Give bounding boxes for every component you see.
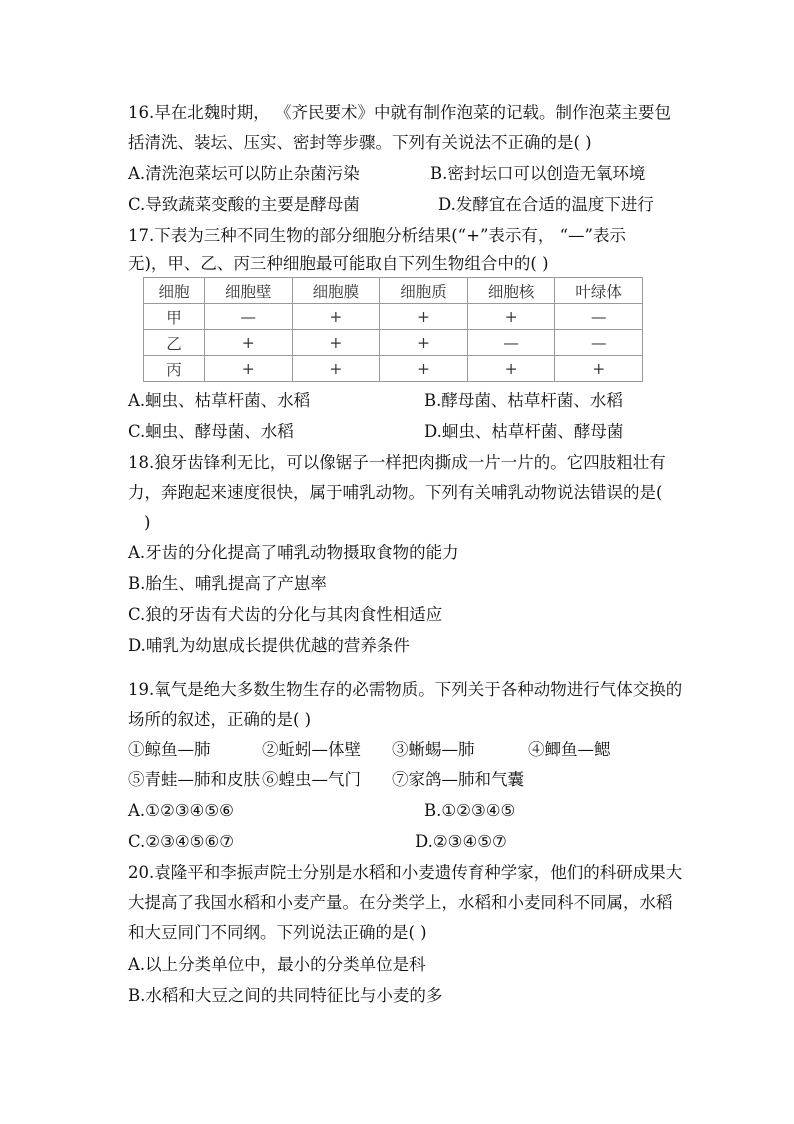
q17-option-a: A.蛔虫、枯草杆菌、水稻 [128, 391, 311, 410]
q19-item-2: ②蚯蚓—体壁 [262, 740, 361, 759]
table-header-cell: 细胞质 [380, 278, 468, 304]
table-header-cell: 细胞壁 [205, 278, 293, 304]
table-header-cell: 细胞 [144, 278, 205, 304]
table-cell: — [205, 304, 293, 330]
q17-option-b: B.酵母菌、枯草杆菌、水稻 [424, 391, 623, 410]
q16-option-b: B.密封坛口可以创造无氧环境 [430, 164, 646, 183]
table-cell: — [467, 330, 555, 356]
table-cell: — [555, 330, 643, 356]
q18-stem-line-2: 力，奔跑起来速度很快，属于哺乳动物。下列有关哺乳动物说法错误的是( [128, 483, 663, 502]
table-cell: + [380, 330, 468, 356]
table-row [144, 304, 643, 330]
q18-stem-line-3: ) [144, 513, 151, 532]
q20-stem-line-1: 20.袁隆平和李振声院士分别是水稻和小麦遗传育种学家，他们的科研成果大 [128, 863, 683, 882]
table-cell: + [205, 356, 293, 382]
q16-option-c: C.导致蔬菜变酸的主要是酵母菌 [128, 195, 360, 214]
q18-option-c: C.狼的牙齿有犬齿的分化与其肉食性相适应 [128, 605, 443, 624]
q20-stem-line-3: 和大豆同门不同纲。下列说法正确的是( ) [128, 923, 427, 942]
q16-stem-line-1: 16.早在北魏时期， 《齐民要术》中就有制作泡菜的记载。制作泡菜主要包 [128, 103, 671, 122]
table-cell: 甲 [144, 304, 205, 330]
q17-stem-line-2: 无)，甲、乙、丙三种细胞最可能取自下列生物组合中的( ) [128, 254, 549, 273]
q19-option-d: D.②③④⑤⑦ [415, 832, 507, 851]
q16-option-d: D.发酵宜在合适的温度下进行 [438, 195, 654, 214]
q17-option-d: D.蛔虫、枯草杆菌、酵母菌 [424, 422, 624, 441]
q20-option-b: B.水稻和大豆之间的共同特征比与小麦的多 [128, 986, 443, 1005]
q18-stem-line-1: 18.狼牙齿锋利无比，可以像锯子一样把肉撕成一片一片的。它四肢粗壮有 [128, 453, 666, 472]
q19-item-4: ④鲫鱼—鳃 [528, 740, 611, 759]
q17-stem-line-1: 17.下表为三种不同生物的部分细胞分析结果(“+”表示有， “—”表示 [128, 226, 626, 245]
q20-option-a: A.以上分类单位中，最小的分类单位是科 [128, 955, 426, 974]
table-cell: 丙 [144, 356, 205, 382]
table-cell: — [555, 304, 643, 330]
table-cell: + [292, 330, 380, 356]
q19-item-5: ⑤青蛙—肺和皮肤 [128, 770, 260, 789]
q16-stem-line-2: 括清洗、装坛、压实、密封等步骤。下列有关说法不正确的是( ) [128, 133, 592, 152]
q16-option-a: A.清洗泡菜坛可以防止杂菌污染 [128, 164, 360, 183]
table-cell: + [292, 356, 380, 382]
table-header-row [144, 278, 643, 304]
q19-option-c: C.②③④⑤⑥⑦ [128, 832, 235, 851]
table-row [144, 356, 643, 382]
q19-item-6: ⑥蝗虫—气门 [262, 770, 361, 789]
table-cell: + [380, 356, 468, 382]
table-cell: + [205, 330, 293, 356]
q20-stem-line-2: 大提高了我国水稻和小麦产量。在分类学上，水稻和小麦同科不同属，水稻 [128, 893, 673, 912]
cell-analysis-table [143, 277, 643, 382]
q19-item-3: ③蜥蜴—肺 [392, 740, 475, 759]
q17-option-c: C.蛔虫、酵母菌、水稻 [128, 422, 294, 441]
table-cell: + [555, 356, 643, 382]
q19-option-a: A.①②③④⑤⑥ [128, 801, 234, 820]
table-cell: + [380, 304, 468, 330]
table-cell: 乙 [144, 330, 205, 356]
table-cell: + [467, 304, 555, 330]
table-cell: + [292, 304, 380, 330]
q19-option-b: B.①②③④⑤ [424, 801, 516, 820]
q19-item-7: ⑦家鸽—肺和气囊 [392, 770, 524, 789]
q19-stem-line-2: 场所的叙述，正确的是( ) [128, 710, 312, 729]
table-header-cell: 叶绿体 [555, 278, 643, 304]
table-row [144, 330, 643, 356]
q18-option-d: D.哺乳为幼崽成长提供优越的营养条件 [128, 636, 410, 655]
table-header-cell: 细胞膜 [292, 278, 380, 304]
q19-stem-line-1: 19.氧气是绝大多数生物生存的必需物质。下列关于各种动物进行气体交换的 [128, 680, 683, 699]
table-cell: + [467, 356, 555, 382]
q18-option-b: B.胎生、哺乳提高了产崽率 [128, 574, 327, 593]
q18-option-a: A.牙齿的分化提高了哺乳动物摄取食物的能力 [128, 543, 459, 562]
table-header-cell: 细胞核 [467, 278, 555, 304]
q19-item-1: ①鲸鱼—肺 [128, 740, 211, 759]
